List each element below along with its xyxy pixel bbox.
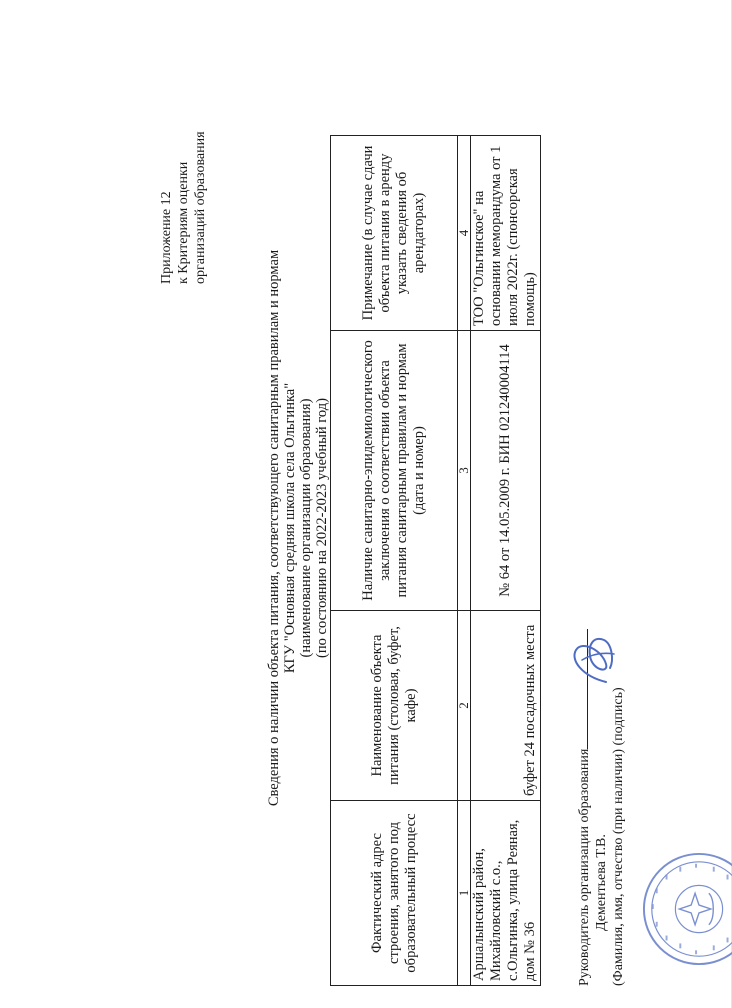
header-object: Наименование объекта питания (столовая, буфет, кафе) <box>331 611 458 801</box>
appendix-line-3: организаций образования <box>193 131 208 284</box>
signature-role-text: Руководитель организации образования <box>577 748 592 986</box>
col-number: 2 <box>458 611 471 801</box>
table-header-row <box>331 136 458 986</box>
cell-conclusion: № 64 от 14.05.2009 г. БИН 021240004114 <box>471 331 541 611</box>
table-row <box>471 136 541 986</box>
appendix-line-2: к Критериям оценки <box>176 161 191 284</box>
heading-organization: КГУ "Основная средняя школа села Ольгинка" <box>282 382 298 674</box>
signature-block <box>575 486 627 986</box>
document-heading <box>266 248 330 808</box>
col-number: 4 <box>458 136 471 331</box>
heading-org-caption: (наименование организации образования) <box>298 398 314 658</box>
cell-note: ТОО "Ольгинское" на основании меморандума от 1 июля 2022г. (спонсорская помощь) <box>471 136 541 331</box>
col-number: 3 <box>458 331 471 611</box>
cell-object: буфет 24 посадочных места <box>471 611 541 801</box>
heading-date: (по состоянию на 2022-2023 учебный год) <box>314 398 330 658</box>
header-address: Фактический адрес строения, занятого под образовательный процесс <box>331 801 458 986</box>
appendix-note <box>158 24 209 284</box>
heading-title: Сведения о наличии объекта питания, соответствующего санитарным правилам и нормам <box>266 249 282 807</box>
signature-role <box>575 486 593 986</box>
cell-address: Аршалынский район, Михайловский с.о., с.Ольгинка, улица Реяная, дом № 36 <box>471 801 541 986</box>
handwritten-signature-icon <box>562 630 622 690</box>
header-conclusion: Наличие санитарно-эпидемиологического заключения о соответствии объекта питания санитарным правилам и нормам (дата и номер) <box>331 331 458 611</box>
signature-name: Дементьева Т.В. <box>594 834 609 931</box>
appendix-line-1: Приложение 12 <box>159 191 174 284</box>
table-number-row <box>458 136 471 986</box>
signature-caption: (Фамилия, имя, отчество (при наличии) (подпись) <box>611 687 626 986</box>
official-stamp-icon <box>640 850 732 968</box>
col-number: 1 <box>458 801 471 986</box>
food-facility-table <box>330 135 541 986</box>
header-note: Примечание (в случае сдачи объекта питания в аренду указать сведения об арендаторах) <box>331 136 458 331</box>
